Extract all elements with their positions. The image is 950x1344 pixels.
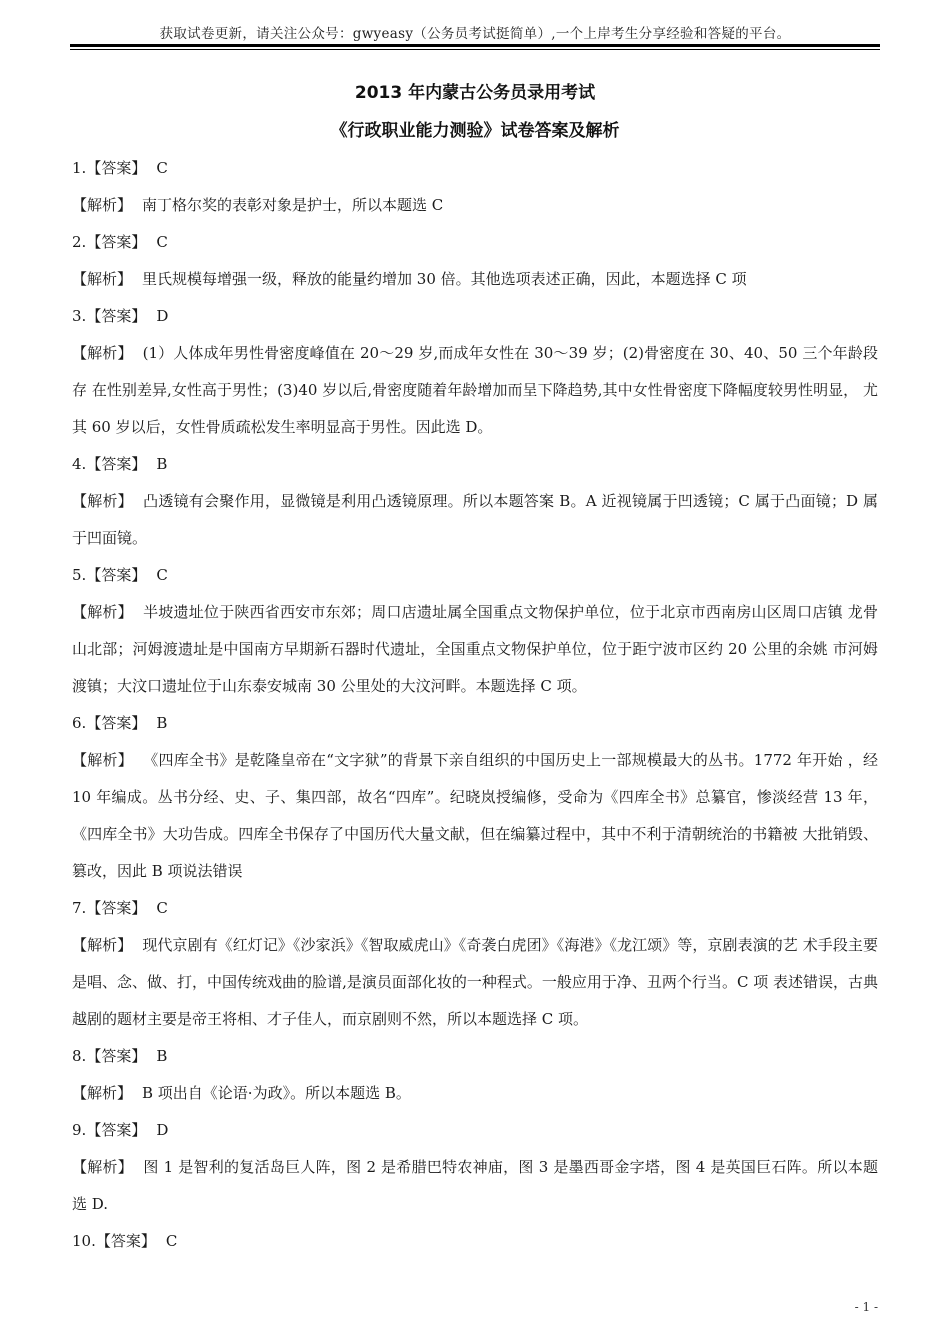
answer-label: 【答案】	[86, 1121, 147, 1139]
explanation-label: 【解析】	[72, 344, 133, 362]
explanation-paragraph	[72, 483, 878, 557]
answer-label: 【答案】	[86, 455, 147, 473]
explanation-label: 【解析】	[72, 1084, 133, 1102]
explanation-text: B 项出自《论语·为政》。所以本题选 B。	[142, 1084, 411, 1102]
answer-list	[72, 150, 878, 1260]
answer-value: B	[156, 455, 168, 473]
answer-line	[72, 298, 878, 335]
answer-value: C	[156, 159, 168, 177]
explanation-paragraph	[72, 1075, 878, 1112]
explanation-label: 【解析】	[72, 196, 133, 214]
explanation-paragraph	[72, 594, 878, 705]
answer-value: D	[156, 1121, 169, 1139]
explanation-text: 凸透镜有会聚作用，显微镜是利用凸透镜原理。所以本题答案 B。A 近视镜属于凹透镜；C 属于凸面镜；D 属于凹面镜。	[72, 492, 878, 547]
answer-value: C	[156, 899, 168, 917]
answer-line	[72, 557, 878, 594]
explanation-paragraph	[72, 1149, 878, 1223]
question-number: 6.	[72, 714, 87, 732]
explanation-label: 【解析】	[72, 270, 133, 288]
explanation-paragraph	[72, 927, 878, 1038]
header-banner: 获取试卷更新，请关注公众号：gwyeasy（公务员考试挺简单）,一个上岸考生分享经验和答疑的平台。	[159, 26, 791, 42]
header-rule-thick	[70, 44, 880, 47]
answer-line	[72, 1038, 878, 1075]
explanation-paragraph	[72, 742, 878, 890]
explanation-label: 【解析】	[72, 751, 133, 769]
header-rule-thin	[70, 49, 880, 50]
question-number: 1.	[72, 159, 87, 177]
question-number: 7.	[72, 899, 87, 917]
explanation-text: 南丁格尔奖的表彰对象是护士，所以本题选 C	[142, 196, 444, 214]
explanation-text: (1）人体成年男性骨密度峰值在 20～29 岁,而成年女性在 30～39 岁；(2)骨密度在 30、40、50 三个年龄段存 在性别差异,女性高于男性；(3)40 岁以后,骨密度随着年龄增加而呈下降趋势,其中女性骨密度下降幅度较男性明显， 尤其 60 岁以后，女性骨质疏松发生率明显高于男性。因此选 D。	[72, 344, 878, 436]
document-title: 2013 年内蒙古公务员录用考试	[354, 83, 596, 103]
answer-line	[72, 150, 878, 187]
explanation-paragraph	[72, 187, 878, 224]
answer-line	[72, 1112, 878, 1149]
explanation-text: 图 1 是智利的复活岛巨人阵，图 2 是希腊巴特农神庙，图 3 是墨西哥金字塔，图 4 是英国巨石阵。所以本题选 D.	[72, 1158, 878, 1213]
question-number: 9.	[72, 1121, 87, 1139]
answer-label: 【答案】	[86, 714, 147, 732]
question-number: 2.	[72, 233, 87, 251]
page-number: - 1 -	[854, 1300, 878, 1314]
explanation-label: 【解析】	[72, 492, 133, 510]
answer-line	[72, 705, 878, 742]
question-number: 8.	[72, 1047, 87, 1065]
answer-label: 【答案】	[86, 159, 147, 177]
explanation-label: 【解析】	[72, 936, 133, 954]
answer-line	[72, 224, 878, 261]
explanation-label: 【解析】	[72, 603, 133, 621]
question-number: 10.	[72, 1232, 96, 1250]
explanation-paragraph	[72, 261, 878, 298]
explanation-label: 【解析】	[72, 1158, 134, 1176]
explanation-paragraph	[72, 335, 878, 446]
answer-value: B	[156, 1047, 168, 1065]
explanation-text: 《四库全书》是乾隆皇帝在“文字狱”的背景下亲自组织的中国历史上一部规模最大的丛书。1772 年开始 ，经 10 年编成。丛书分经、史、子、集四部，故名“四库”。纪晓岚授编修，受命为《四库全书》总纂官，惨淡经营 13 年，《四库全书》大功告成。四库全书保存了中国历代大量文献，但在编纂过程中，其中不利于清朝统治的书籍被 大批销毁、篡改，因此 B 项说法错误	[72, 751, 878, 880]
answer-value: D	[156, 307, 169, 325]
question-number: 3.	[72, 307, 87, 325]
explanation-text: 现代京剧有《红灯记》《沙家浜》《智取威虎山》《奇袭白虎团》《海港》《龙江颂》等，京剧表演的艺 术手段主要是唱、念、做、打，中国传统戏曲的脸谱,是演员面部化妆的一种程式。一般应用于净、丑两个行当。C 项 表述错误，古典越剧的题材主要是帝王将相、才子佳人，而京剧则不然，所以本题选择 C 项。	[72, 936, 878, 1028]
answer-value: B	[156, 714, 168, 732]
answer-value: C	[156, 233, 168, 251]
answer-label: 【答案】	[86, 899, 147, 917]
document-subtitle: 《行政职业能力测验》试卷答案及解析	[330, 121, 620, 141]
answer-value: C	[156, 566, 168, 584]
explanation-text: 半坡遗址位于陕西省西安市东郊；周口店遗址属全国重点文物保护单位，位于北京市西南房山区周口店镇 龙骨山北部；河姆渡遗址是中国南方早期新石器时代遗址，全国重点文物保护单位，位于距宁波市区约 20 公里的余姚 市河姆渡镇；大汶口遗址位于山东泰安城南 30 公里处的大汶河畔。本题选择 C 项。	[72, 603, 878, 695]
answer-line	[72, 446, 878, 483]
answer-line	[72, 890, 878, 927]
answer-label: 【答案】	[86, 1047, 147, 1065]
answer-label: 【答案】	[86, 307, 147, 325]
answer-label: 【答案】	[86, 566, 147, 584]
explanation-text: 里氏规模每增强一级，释放的能量约增加 30 倍。其他选项表述正确，因此，本题选择 C 项	[142, 270, 747, 288]
answer-label: 【答案】	[86, 233, 147, 251]
question-number: 4.	[72, 455, 87, 473]
question-number: 5.	[72, 566, 87, 584]
answer-label: 【答案】	[95, 1232, 156, 1250]
answer-value: C	[165, 1232, 178, 1250]
answer-line	[72, 1223, 878, 1260]
